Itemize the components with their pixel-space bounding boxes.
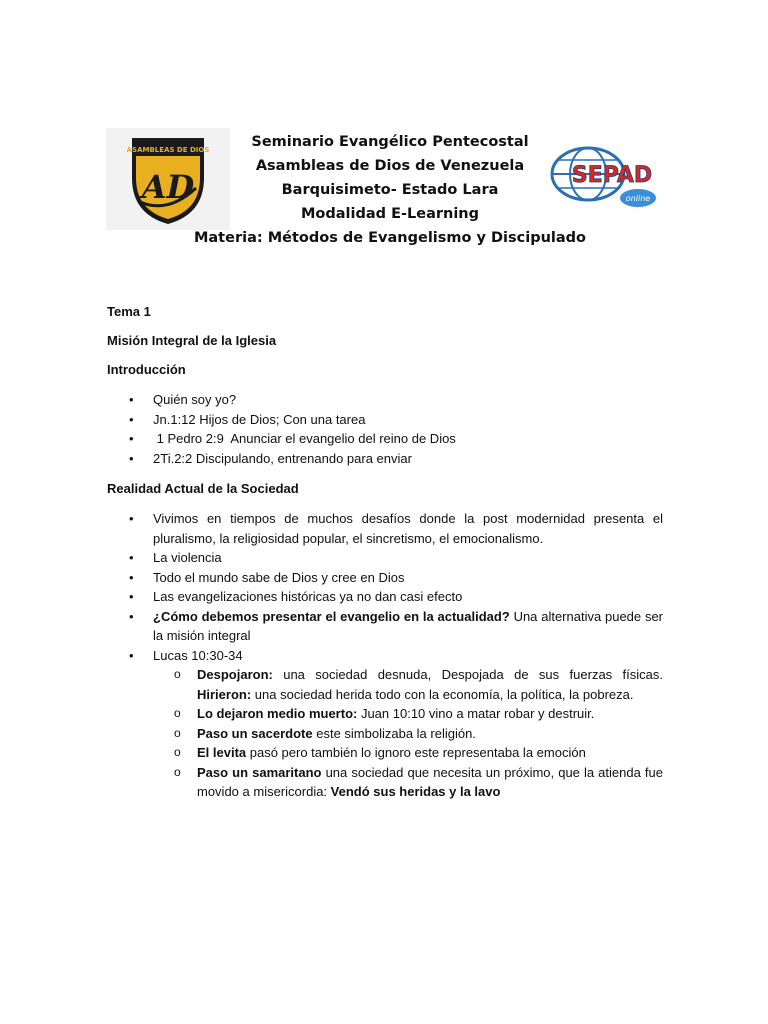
circle-bullet-icon: o: [174, 667, 181, 681]
realidad-list: [107, 509, 663, 665]
list-item: • Las evangelizaciones históricas ya no dan casi efecto: [107, 587, 663, 607]
sub-list-item: o Lo dejaron medio muerto: Juan 10:10 vino a matar robar y destruir.: [154, 704, 663, 724]
circle-bullet-icon: o: [174, 745, 181, 759]
bullet-icon: •: [129, 550, 134, 565]
list-item: • Vivimos en tiempos de muchos desafíos donde la post modernidad presenta el pluralismo, la religiosidad popular, el sincretismo, el emocionalismo.: [129, 511, 663, 546]
intro-list: [107, 390, 663, 468]
bullet-icon: •: [129, 647, 134, 663]
header-line-modalidad: Modalidad E-Learning: [300, 206, 479, 222]
bullet-icon: •: [129, 511, 134, 526]
sub-list-item: o Paso un samaritano una sociedad que necesita un próximo, que la atienda fue movido a misericordia: Vendó sus heridas y la lavo: [174, 764, 663, 799]
logo-right-text: SEPAD: [571, 163, 653, 188]
bullet-icon: •: [129, 450, 134, 466]
logo-left-mark: AD: [141, 168, 195, 206]
list-item: • Todo el mundo sabe de Dios y cree en Dios: [107, 568, 663, 588]
bullet-icon: •: [129, 608, 134, 624]
list-item: • 2Ti.2:2 Discipulando, entrenando para enviar: [107, 449, 663, 469]
logo-right-sub: online: [625, 194, 651, 203]
list-item: • Jn.1:12 Hijos de Dios; Con una tarea: [107, 410, 663, 430]
circle-bullet-icon: o: [174, 725, 181, 740]
header-title-block: [190, 130, 590, 250]
list-item: • Quién soy yo?: [107, 390, 663, 410]
header-line-seminario: Seminario Evangélico Pentecostal: [251, 134, 529, 150]
circle-bullet-icon: o: [174, 764, 181, 779]
header-line-ciudad: Barquisimeto- Estado Lara: [281, 182, 499, 198]
bullet-icon: •: [129, 431, 134, 446]
circle-bullet-icon: o: [174, 706, 181, 720]
heading-tema: Tema 1: [107, 304, 151, 319]
heading-realidad: Realidad Actual de la Sociedad: [107, 481, 299, 496]
sub-list-item: o Despojaron: una sociedad desnuda, Despojada de sus fuerzas físicas. Hirieron: una sociedad herida todo con la economía, la política, la pobreza.: [174, 667, 663, 702]
list-item: • Lucas 10:30-34: [107, 646, 663, 666]
list-item: • ¿Cómo debemos presentar el evangelio en la actualidad? Una alternativa puede ser la misión integral: [129, 608, 664, 643]
heading-mision: Misión Integral de la Iglesia: [107, 333, 277, 348]
header-line-materia: Materia: Métodos de Evangelismo y Discipulado: [193, 230, 587, 246]
sepad-logo: [548, 142, 664, 214]
logo-left-text: ASAMBLEAS DE DIOS: [126, 146, 210, 154]
heading-introduccion: Introducción: [107, 362, 186, 377]
bullet-icon: •: [129, 589, 134, 604]
sub-list-item: o Paso un sacerdote este simbolizaba la religión.: [154, 724, 663, 744]
bullet-icon: •: [129, 411, 134, 427]
sub-list-item: o El levita pasó pero también lo ignoro este representaba la emoción: [154, 743, 663, 763]
header-line-asambleas: Asambleas de Dios de Venezuela: [255, 158, 525, 174]
bullet-icon: •: [129, 392, 134, 407]
list-item: • 1 Pedro 2:9 Anunciar el evangelio del reino de Dios: [107, 429, 663, 449]
lucas-sublist: [107, 665, 663, 802]
bullet-icon: •: [129, 569, 134, 585]
list-item: • La violencia: [107, 548, 663, 568]
